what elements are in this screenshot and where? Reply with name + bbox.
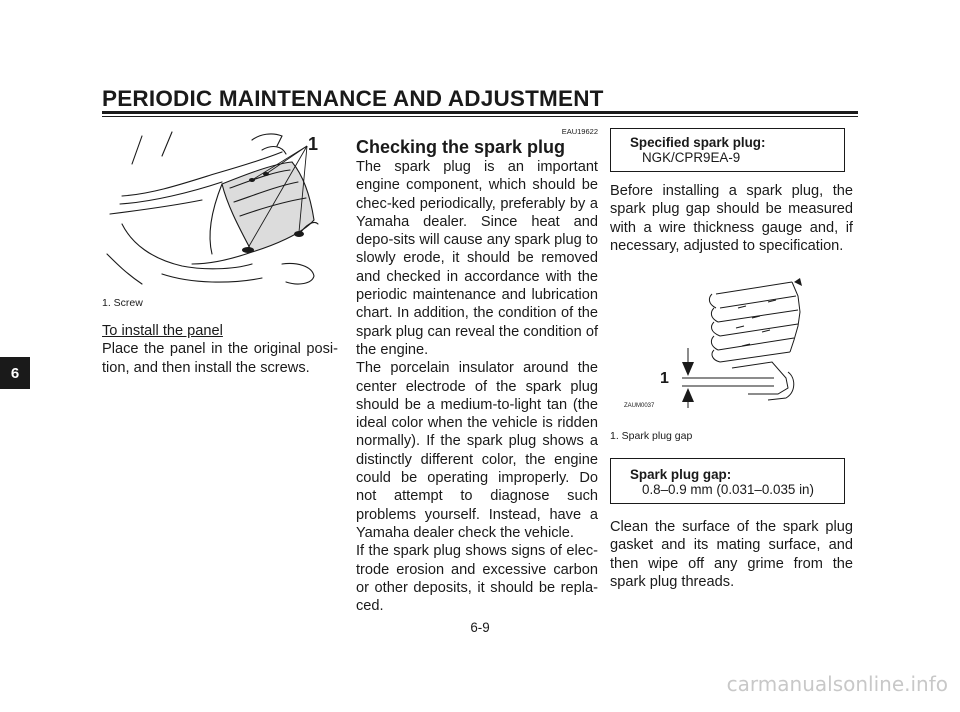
page-number: 6-9	[470, 620, 490, 635]
figure-code: ZAUM0037	[624, 403, 655, 409]
figure-callout: 1	[308, 134, 319, 154]
spec-box-gap	[610, 458, 845, 504]
chapter-tab: 6	[0, 357, 30, 389]
spec-box-spark-plug	[610, 128, 845, 172]
paragraph: Clean the surface of the spark plug gasket and its mating surface, and then wipe off any grime from the spark plug threads.	[610, 519, 853, 590]
paragraph: If the spark plug shows signs of elec-trode erosion and excessive carbon or other deposits, it should be repla-ced.	[356, 543, 598, 615]
spec-value: NGK/CPR9EA-9	[642, 150, 741, 165]
spec-title: Spark plug gap:	[630, 467, 732, 482]
panel-screw-illustration	[102, 124, 324, 290]
watermark: carmanualsonline.info	[726, 672, 948, 696]
subheading: To install the panel	[102, 323, 223, 339]
body-text: Place the panel in the original posi-tion, and then install the screws.	[102, 341, 338, 376]
header-rule	[102, 111, 858, 114]
figure-caption: 1. Spark plug gap	[610, 430, 693, 442]
section-code: EAU19622	[561, 127, 598, 136]
figure-caption: 1. Screw	[102, 297, 143, 309]
spec-title: Specified spark plug:	[630, 135, 766, 150]
paragraph: The porcelain insulator around the center electrode of the spark plug should be a medium-to-light tan (the ideal color when the vehicle is ridden normally). If the spark plug shows a distinctly different color, the engine could be operating improperly. Do not attempt to diagnose such problems yourself. Instead, have a Yamaha dealer check the vehicle.	[356, 360, 598, 541]
header-rule-thin	[102, 116, 858, 117]
spark-plug-gap-illustration	[612, 268, 812, 418]
paragraph: The spark plug is an important engine component, which should be chec-ked periodically, preferably by a Yamaha dealer. Since heat and depo-sits will cause any spark plug to slowly erode, it should be removed and checked in accordance with the periodic maintenance and lubrication chart. In addition, the condition of the spark plug can reveal the condition of the engine.	[356, 159, 598, 358]
paragraph: Before installing a spark plug, the spark plug gap should be measured with a wire thickness gauge and, if necessary, adjusted to specification.	[610, 183, 853, 254]
figure-callout: 1	[660, 370, 669, 387]
page-header-title: PERIODIC MAINTENANCE AND ADJUSTMENT	[102, 86, 604, 111]
spec-value: 0.8–0.9 mm (0.031–0.035 in)	[642, 482, 814, 497]
section-heading: Checking the spark plug	[356, 137, 566, 157]
